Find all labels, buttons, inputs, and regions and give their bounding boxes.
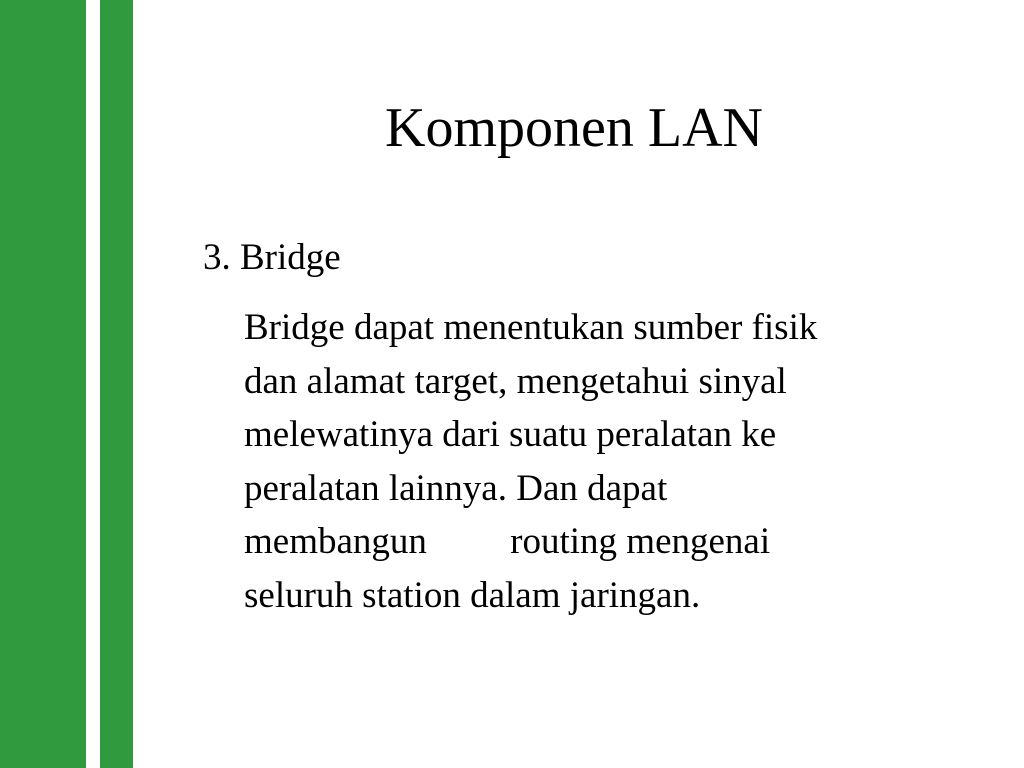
body-line: dan alamat target, mengetahui sinyal: [244, 360, 787, 402]
green-stripe-narrow: [100, 0, 133, 768]
body-line: membangun routing mengenai: [244, 521, 771, 562]
body-line: melewatinya dari suatu peralatan ke: [244, 414, 777, 455]
section-heading: 3. Bridge: [203, 237, 341, 278]
body-line: Bridge dapat menentukan sumber fisik: [244, 307, 818, 348]
body-paragraph: [244, 301, 974, 622]
body-line: seluruh station dalam jaringan.: [244, 574, 701, 616]
slide-title: Komponen LAN: [385, 97, 763, 159]
green-stripe-wide: [0, 0, 86, 768]
body-line: peralatan lainnya. Dan dapat: [244, 467, 668, 509]
